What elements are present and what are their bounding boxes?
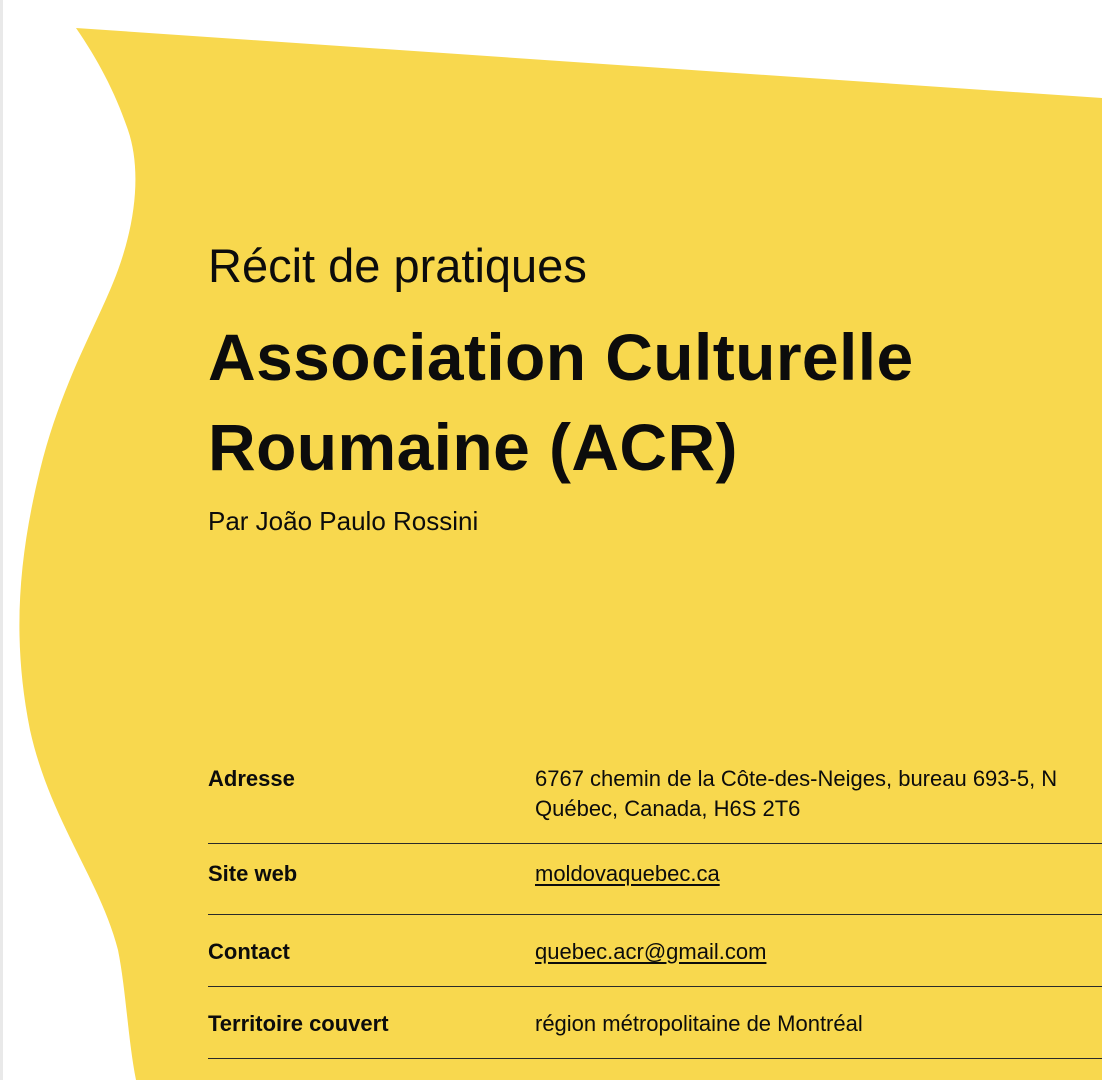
address-line-1: 6767 chemin de la Côte-des-Neiges, bureau 693-5, N xyxy=(535,766,1058,791)
website-value xyxy=(535,859,1102,914)
document-title xyxy=(208,312,914,492)
author-byline: Par João Paulo Rossini xyxy=(208,506,479,536)
contact-email-link[interactable]: quebec.acr@gmail.com xyxy=(535,939,767,964)
address-label: Adresse xyxy=(208,766,295,791)
title-line-2: Roumaine (ACR) xyxy=(208,410,738,484)
title-line-1: Association Culturelle xyxy=(208,320,914,394)
territory-label: Territoire couvert xyxy=(208,1011,389,1036)
table-row-website xyxy=(208,844,1102,915)
address-line-2: Québec, Canada, H6S 2T6 xyxy=(535,796,801,821)
table-row-address xyxy=(208,752,1102,844)
contact-label: Contact xyxy=(208,939,290,964)
website-label: Site web xyxy=(208,861,298,886)
table-row-contact xyxy=(208,915,1102,987)
contact-value xyxy=(535,937,1102,986)
header-content xyxy=(208,0,1102,1080)
territory-value: région métropolitaine de Montréal xyxy=(535,1011,863,1036)
organization-details-table xyxy=(208,752,1102,1059)
table-row-territory xyxy=(208,987,1102,1059)
website-link[interactable]: moldovaquebec.ca xyxy=(535,861,720,886)
address-value xyxy=(535,764,1102,843)
document-subtitle: Récit de pratiques xyxy=(208,239,587,292)
